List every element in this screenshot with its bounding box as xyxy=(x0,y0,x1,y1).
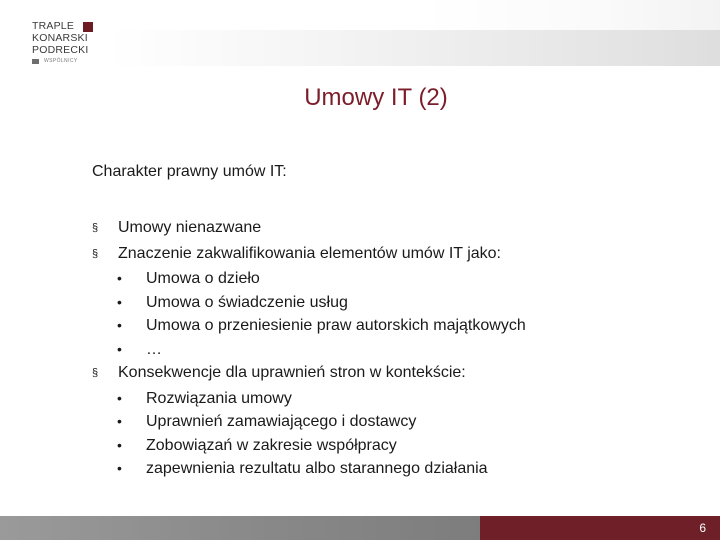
logo-subtitle-text: WSPÓLNICY xyxy=(44,58,78,64)
header-decoration-top xyxy=(420,0,720,30)
page-number: 6 xyxy=(699,521,706,535)
logo-square-icon xyxy=(83,22,93,32)
sub-list-item xyxy=(92,267,692,291)
logo-line-3: PODRECKI xyxy=(32,44,89,56)
sub-list-item xyxy=(92,387,692,411)
list-item-label: Umowy nienazwane xyxy=(118,219,262,236)
sub-list-item-label: Zobowiązań w zakresie współpracy xyxy=(146,436,397,454)
sub-list-item xyxy=(92,410,692,434)
section-bullet-icon: § xyxy=(92,247,99,260)
sub-list-item-label: Umowa o dzieło xyxy=(146,270,260,287)
slide-intro: Charakter prawny umów IT: xyxy=(92,163,287,180)
header-decoration-bar xyxy=(108,30,720,66)
dot-bullet-icon: • xyxy=(117,389,122,406)
dot-bullet-icon: • xyxy=(117,436,122,453)
dot-bullet-icon: • xyxy=(117,317,122,333)
sub-list-item-label: Umowa o przeniesienie praw autorskich majątkowych xyxy=(146,317,526,334)
sub-list-item-label: Uprawnień zamawiającego i dostawcy xyxy=(146,413,417,430)
dot-bullet-icon: • xyxy=(117,293,122,310)
footer-accent-bar xyxy=(480,516,720,540)
company-logo xyxy=(32,20,102,64)
slide-title: Umowy IT (2) xyxy=(304,84,448,111)
section-bullet-icon: § xyxy=(92,222,99,234)
logo-line-1: TRAPLE xyxy=(32,20,75,32)
list-item xyxy=(92,242,692,268)
sub-list-item-label: Rozwiązania umowy xyxy=(146,389,292,407)
list-item-label: Konsekwencje dla uprawnień stron w kontekście: xyxy=(118,364,466,381)
sub-list-item xyxy=(92,291,692,315)
sub-list-item-label: zapewnienia rezultatu albo starannego działania xyxy=(146,460,488,477)
logo-line-2: KONARSKI xyxy=(32,32,88,44)
sub-list-item xyxy=(92,434,692,458)
section-bullet-icon: § xyxy=(92,367,99,379)
dot-bullet-icon: • xyxy=(117,340,122,357)
logo-subtitle xyxy=(32,58,102,66)
dot-bullet-icon: • xyxy=(117,270,122,286)
dot-bullet-icon: • xyxy=(117,460,122,476)
logo-subtitle-square-icon xyxy=(32,59,39,64)
sub-list-item-label: … xyxy=(146,340,162,358)
bullet-list xyxy=(92,216,692,481)
list-item xyxy=(92,216,692,242)
sub-list-item xyxy=(92,314,692,338)
list-item xyxy=(92,361,692,387)
dot-bullet-icon: • xyxy=(117,413,122,429)
sub-list-item xyxy=(92,457,692,481)
footer-bar xyxy=(0,516,480,540)
sub-list-item-label: Umowa o świadczenie usług xyxy=(146,293,348,311)
list-item-label: Znaczenie zakwalifikowania elementów umów IT jako: xyxy=(118,244,501,262)
sub-list-item xyxy=(92,338,692,362)
